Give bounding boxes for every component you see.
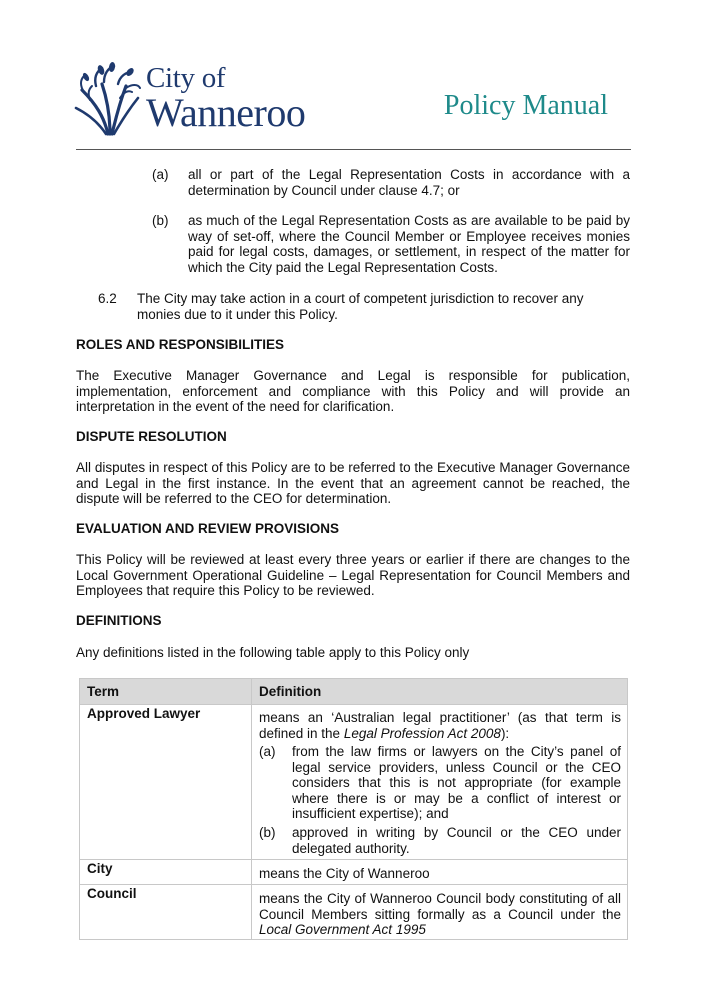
table-row-definition xyxy=(259,891,621,938)
definition-text: ): xyxy=(500,725,510,741)
table-header-definition: Definition xyxy=(259,684,322,699)
section-heading: DEFINITIONS xyxy=(76,613,162,628)
clause-number: 6.2 xyxy=(98,291,117,306)
section-paragraph: The Executive Manager Governance and Legal is responsible for publication, implementation, enforcement and compliance with this Policy and will provide an interpretation in the event of the need for clarification. xyxy=(76,368,630,414)
act-name: Local Government Act 1995 xyxy=(259,922,426,937)
list-item xyxy=(152,167,630,199)
list-item-label: (a) xyxy=(152,167,169,182)
section-paragraph: All disputes in respect of this Policy are to be referred to the Executive Manager Governance and Legal in the first instance. In the event that an agreement cannot be reached, the dispute will be referred to the CEO for determination. xyxy=(76,460,630,506)
list-item-text: as much of the Legal Representation Costs as are available to be paid by way of set-off, where the Council Member or Employee receives monies paid for legal costs, damages, or settlement, in respect of the matter for which the City paid the Legal Representation Costs. xyxy=(188,213,630,275)
clause-text: The City may take action in a court of competent jurisdiction to recover any monies due to it under this Policy. xyxy=(137,291,584,322)
definitions-table xyxy=(79,678,628,940)
list-item-label: (a) xyxy=(259,744,276,759)
table-header-row xyxy=(79,678,628,704)
table-border xyxy=(627,678,628,940)
table-border xyxy=(79,939,628,940)
list-item-text: from the law firms or lawyers on the City’s panel of legal service providers, unless Council or the CEO considers that this is not appropriate (for example where there is or may be a conflict of interest or insufficient expertise); and xyxy=(292,744,621,821)
logo-text-wanneroo: Wanneroo xyxy=(146,90,306,135)
table-row-term: City xyxy=(87,861,113,876)
table-border xyxy=(79,704,628,705)
table-border xyxy=(79,884,628,885)
section-heading: DISPUTE RESOLUTION xyxy=(76,429,227,444)
definition-text: means an ‘Australian legal practitioner’ (as that term is defined in the xyxy=(259,710,621,741)
table-border xyxy=(79,678,628,679)
section-paragraph: Any definitions listed in the following table apply to this Policy only xyxy=(76,645,470,660)
section-paragraph: This Policy will be reviewed at least every three years or earlier if there are changes to the Local Government Operational Guideline – Legal Representation for Council Members and Employees that require this Policy to be reviewed. xyxy=(76,552,630,598)
table-header-term: Term xyxy=(87,684,120,699)
table-row-term: Approved Lawyer xyxy=(87,706,201,721)
clause-6-2 xyxy=(98,291,630,323)
table-border xyxy=(79,859,628,860)
table-border xyxy=(79,678,80,940)
banksia-flower-icon xyxy=(74,62,142,136)
table-row-term: Council xyxy=(87,886,137,901)
list-item xyxy=(152,213,630,277)
table-border xyxy=(251,678,252,940)
list-item-text: all or part of the Legal Representation Costs in accordance with a determination by Council under clause 4.7; or xyxy=(188,167,630,198)
list-item-label: (b) xyxy=(152,213,169,228)
section-heading: EVALUATION AND REVIEW PROVISIONS xyxy=(76,521,340,536)
header-divider xyxy=(76,149,631,150)
section-heading: ROLES AND RESPONSIBILITIES xyxy=(76,337,285,352)
logo-text-city-of: City of xyxy=(146,62,226,94)
city-of-wanneroo-logo xyxy=(74,62,324,136)
definition-text: means the City of Wanneroo Council body constituting of all Council Members sitting formally as a Council under the xyxy=(259,891,621,922)
definition-intro xyxy=(259,710,621,741)
table-row-definition: means the City of Wanneroo xyxy=(259,866,430,881)
list-item-label: (b) xyxy=(259,825,276,840)
act-name: Legal Profession Act 2008 xyxy=(343,725,501,741)
list-item-text: approved in writing by Council or the CEO under delegated authority. xyxy=(292,825,621,856)
policy-manual-title: Policy Manual xyxy=(443,90,608,121)
